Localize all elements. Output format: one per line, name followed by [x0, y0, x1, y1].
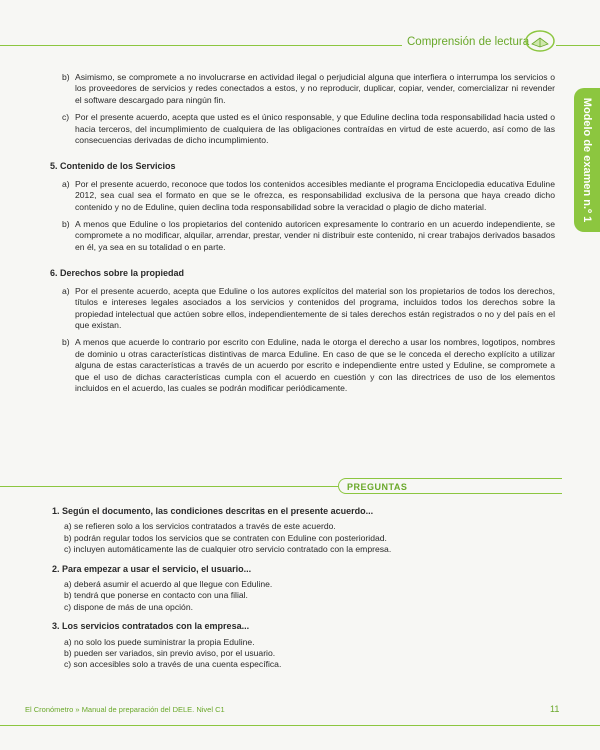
answer-option: c) dispone de más de una opción. — [64, 601, 193, 612]
item-text: A menos que acuerde lo contrario por escrito con Eduline, nada le otorga el derecho a usar los nombres, logotipos, nombres de dominio u otras características distintivas de marca Eduline. En caso de que se le conceda el derecho explícito a utilizar alguna de estas características a través de un acuerdo por escrito e independiente entre usted y Eduline, se compromete a que el uso de dichas características cumpla con el acuerdo en cuestión y con las directrices de uso de los elementos incluidos en el acuerdo, las cuales se podrán modificar periódicamente. — [75, 337, 555, 393]
footer-text: El Cronómetro » Manual de preparación del DELE. Nivel C1 — [25, 705, 225, 714]
section-6-item — [62, 337, 555, 394]
section-5-title: 5. Contenido de los Servicios — [50, 161, 176, 172]
answer-option: b) tendrá que ponerse en contacto con una filial. — [64, 590, 248, 601]
item-label: b) — [62, 219, 70, 230]
book-icon — [525, 30, 555, 52]
section-6-item — [62, 286, 555, 332]
questions-header: PREGUNTAS — [338, 478, 562, 494]
section-5-item — [62, 219, 555, 253]
footer-rule — [0, 725, 600, 726]
question — [52, 564, 557, 614]
header-rule-right — [556, 45, 600, 46]
question-title: 3. Los servicios contratados con la empresa... — [52, 621, 250, 632]
answer-option: c) incluyen automáticamente las de cualquier otro servicio contratado con la empresa. — [64, 544, 392, 555]
question — [52, 621, 557, 671]
item-label: a) — [62, 285, 70, 296]
answer-option: c) son accesibles solo a través de una cuenta específica. — [64, 659, 282, 670]
exam-model-label: Modelo de examen n.º 1 — [581, 97, 593, 223]
section-5-item — [62, 179, 555, 213]
questions-list — [52, 506, 557, 679]
item-text: Asimismo, se compromete a no involucrarse en actividad ilegal o perjudicial alguna que interfiera o interrumpa los servicios o los proveedores de servicios y redes conectados a estos, y no reproducir, duplicar, copiar, vender, comercializar ni revender el software descargado para ningún fin. — [75, 72, 555, 105]
section-6-title: 6. Derechos sobre la propiedad — [50, 268, 185, 279]
item-label: c) — [62, 112, 70, 123]
item-text: A menos que Eduline o los propietarios del contenido autoricen expresamente lo contrario en un acuerdo independiente, se compromete a no modificar, alquilar, arrendar, prestar, vender ni distribuir este contenido, ni crear trabajos derivados basados en él, ya sea en su totalidad o en parte. — [75, 219, 555, 252]
item-text: Por el presente acuerdo, acepta que Eduline o los autores explícitos del material son los propietarios de todos los derechos, títulos e intereses legales asociados a los servicios y contenidos del programa, incluidos todos los derechos sobre la propiedad intelectual que actúen sobre ellos, independientemente de si tales derechos están registrados o no y del país en el que existan. — [75, 285, 555, 330]
question-title: 1. Según el documento, las condiciones descritas en el presente acuerdo... — [52, 506, 374, 516]
answer-option: a) no solo los puede suministrar la propia Eduline. — [64, 636, 255, 647]
item-text: Por el presente acuerdo, reconoce que todos los contenidos accesibles mediante el programa Enciclopedia educativa Eduline 2012, sea cual sea el formato en que se le ofrezca, es responsabilidad exclusiva de la persona que haya creado dicho contenido y no de Eduline, quien declina toda responsabilidad sobre la veracidad o plagio de dicho material. — [75, 178, 555, 212]
agreement-text — [50, 72, 555, 400]
questions-rule — [0, 486, 338, 487]
item-label: a) — [62, 178, 70, 189]
answer-option: b) podrán regular todos los servicios que se contraten con Eduline con posterioridad. — [64, 532, 387, 543]
page-number: 11 — [550, 704, 560, 714]
answer-option: a) se refieren solo a los servicios contratados a través de este acuerdo. — [64, 521, 336, 532]
answer-option: b) pueden ser variados, sin previo aviso, por el usuario. — [64, 648, 276, 659]
intro-item — [62, 112, 555, 146]
item-label: b) — [62, 72, 70, 82]
question — [52, 506, 557, 556]
question-title: 2. Para empezar a usar el servicio, el usuario... — [52, 563, 252, 574]
header-rule-left — [0, 45, 402, 46]
page-section-title: Comprensión de lectura — [407, 36, 530, 48]
exam-model-tab — [574, 88, 600, 232]
item-label: b) — [62, 337, 70, 348]
intro-item — [62, 72, 555, 106]
item-text: Por el presente acuerdo, acepta que usted es el único responsable, y que Eduline declina toda responsabilidad hacia usted o hacia terceros, del incumplimiento de cualquiera de las obligaciones contraídas en virtud de este acuerdo, así como de las consecuencias derivadas de dicho incumplimiento. — [75, 112, 555, 146]
answer-option: a) deberá asumir el acuerdo al que llegue con Eduline. — [64, 579, 273, 590]
